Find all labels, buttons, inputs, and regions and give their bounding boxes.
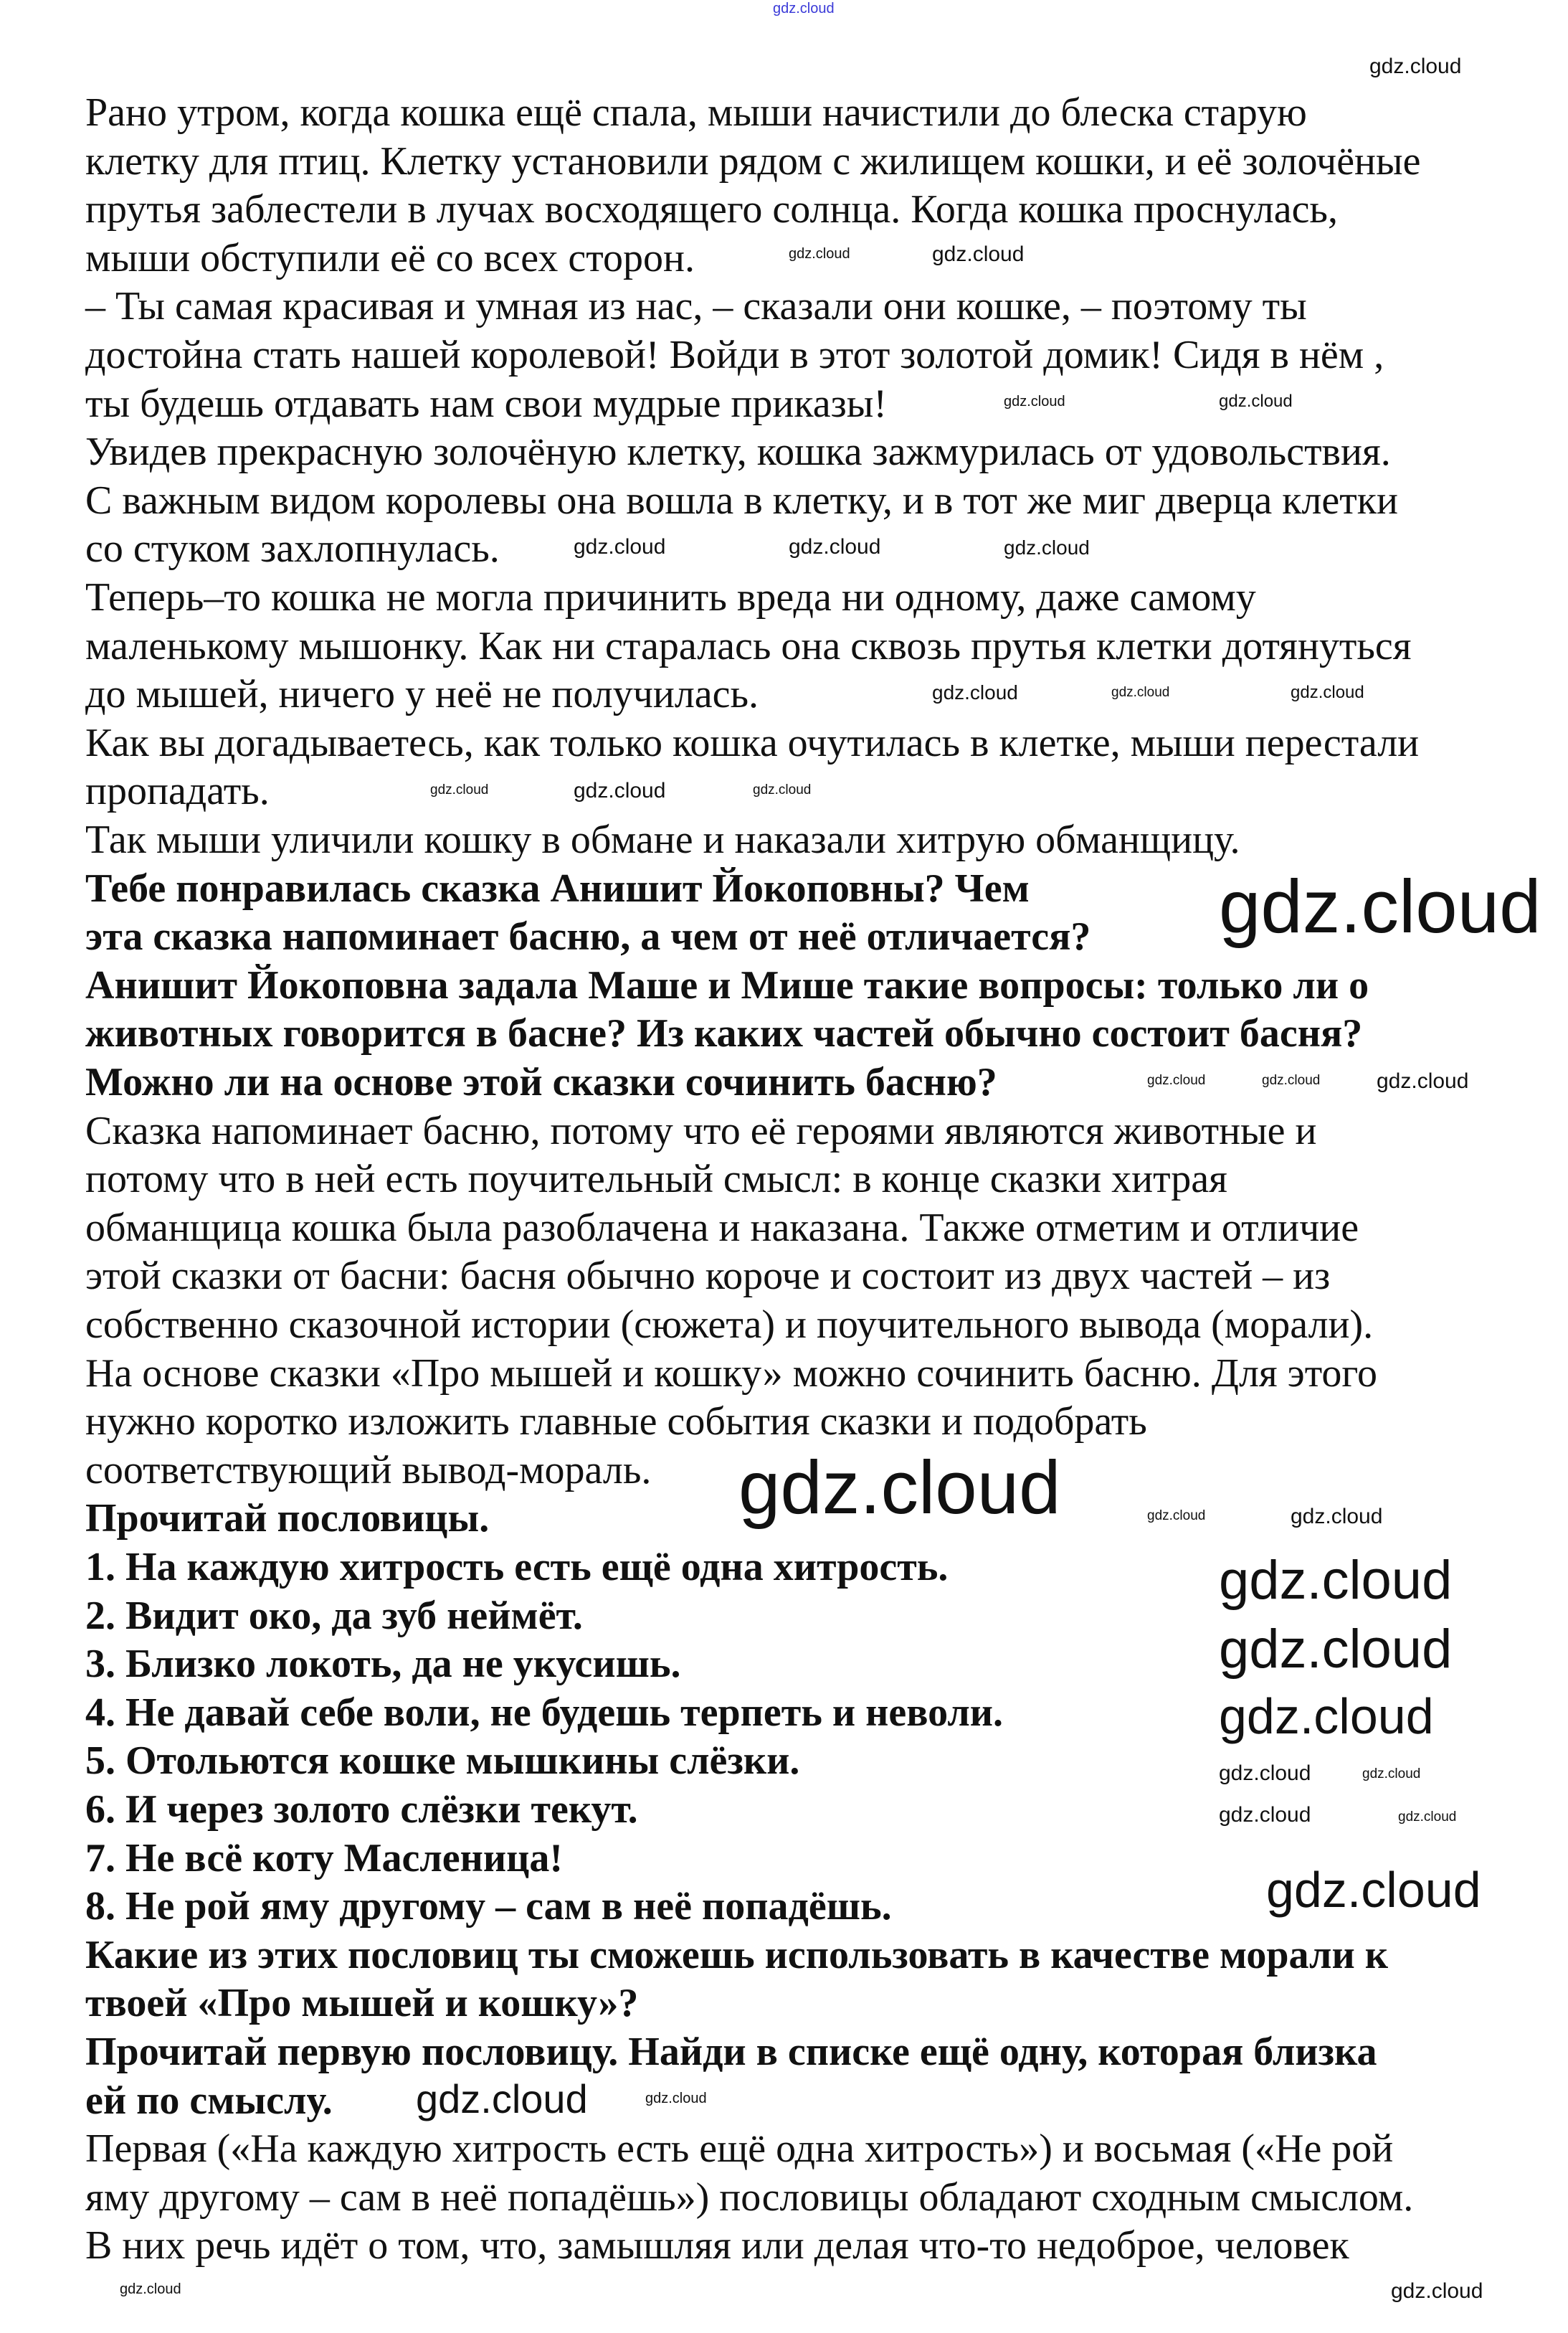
- question-line: ей по смыслу.: [85, 2078, 333, 2123]
- watermark: gdz.cloud: [1111, 685, 1170, 700]
- watermark: gdz.cloud: [574, 535, 666, 559]
- text-line: со стуком захлопнулась.: [85, 526, 500, 572]
- text-line: ты будешь отдавать нам свои мудрые приказы!: [85, 381, 887, 426]
- text-line: собственно сказочной истории (сюжета) и поучительного вывода (морали).: [85, 1302, 1374, 1347]
- text-line: прутья заблестели в лучах восходящего солнца. Когда кошка проснулась,: [85, 187, 1338, 232]
- text-line: нужно коротко изложить главные события сказки и подобрать: [85, 1399, 1147, 1444]
- watermark: gdz.cloud: [1147, 1073, 1206, 1088]
- watermark: gdz.cloud: [120, 2281, 181, 2297]
- question-line: Анишит Йокоповна задала Маше и Мише такие вопросы: только ли о: [85, 962, 1369, 1008]
- watermark: gdz.cloud: [738, 1446, 1061, 1530]
- watermark: gdz.cloud: [430, 782, 489, 798]
- text-line: В них речь идёт о том, что, замышляя или делая что-то недоброе, человек: [85, 2223, 1349, 2268]
- watermark: gdz.cloud: [789, 246, 850, 262]
- question-line: 8. Не рой яму другому – сам в неё попадёшь.: [85, 1884, 892, 1929]
- watermark: gdz.cloud: [1377, 1069, 1469, 1093]
- text-line: пропадать.: [85, 769, 270, 814]
- watermark: gdz.cloud: [1266, 1862, 1481, 1918]
- text-line: С важным видом королевы она вошла в клетку, и в тот же миг дверца клетки: [85, 478, 1398, 523]
- text-line: Рано утром, когда кошка ещё спала, мыши начистили до блеска старую: [85, 90, 1307, 135]
- text-line: маленькому мышонку. Как ни старалась она сквозь прутья клетки дотянуться: [85, 623, 1412, 668]
- question-line: эта сказка напоминает басню, а чем от неё отличается?: [85, 914, 1091, 960]
- text-line: Первая («На каждую хитрость есть ещё одна хитрость») и восьмая («Не рой: [85, 2126, 1394, 2172]
- question-line: 7. Не всё коту Масленица!: [85, 1835, 564, 1880]
- watermark: gdz.cloud: [1398, 1809, 1457, 1825]
- text-line: мыши обступили её со всех сторон.: [85, 235, 695, 280]
- text-line: Увидев прекрасную золочёную клетку, кошка зажмурилась от удовольствия.: [85, 430, 1391, 475]
- question-line: Прочитай первую пословицу. Найди в списке ещё одну, которая близка: [85, 2030, 1377, 2074]
- watermark: gdz.cloud: [1369, 55, 1462, 78]
- watermark: gdz.cloud: [1219, 1550, 1453, 1611]
- watermark: gdz.cloud: [932, 681, 1018, 704]
- question-line: 4. Не давай себе воли, не будешь терпеть и неволи.: [85, 1690, 1004, 1735]
- watermark: gdz.cloud: [1291, 1505, 1383, 1528]
- watermark: gdz.cloud: [1147, 1508, 1206, 1523]
- watermark: gdz.cloud: [773, 1, 835, 16]
- watermark: gdz.cloud: [1219, 392, 1293, 411]
- watermark: gdz.cloud: [1219, 1619, 1453, 1680]
- question-line: Прочитай пословицы.: [85, 1496, 490, 1541]
- watermark: gdz.cloud: [753, 782, 812, 798]
- question-line: животных говорится в басне? Из каких частей обычно состоит басня?: [85, 1011, 1363, 1056]
- question-line: твоей «Про мышей и кошку»?: [85, 1981, 639, 2026]
- text-line: до мышей, ничего у неё не получилась.: [85, 672, 759, 717]
- watermark: gdz.cloud: [645, 2091, 707, 2106]
- text-line: потому что в ней есть поучительный смысл: в конце сказки хитрая: [85, 1157, 1227, 1202]
- watermark: gdz.cloud: [574, 779, 666, 803]
- text-line: Так мыши уличили кошку в обмане и наказали хитрую обманщицу.: [85, 818, 1240, 862]
- watermark: gdz.cloud: [932, 242, 1025, 266]
- text-line: Как вы догадываетесь, как только кошка очутилась в клетке, мыши перестали: [85, 720, 1420, 765]
- watermark: gdz.cloud: [1219, 865, 1541, 949]
- watermark: gdz.cloud: [1004, 536, 1090, 559]
- text-line: яму другому – сам в неё попадёшь») пословицы обладают сходным смыслом.: [85, 2175, 1414, 2220]
- question-line: 6. И через золото слёзки текут.: [85, 1787, 638, 1832]
- question-line: 3. Близко локоть, да не укусишь.: [85, 1642, 681, 1687]
- text-line: соответствующий вывод-мораль.: [85, 1447, 652, 1492]
- watermark: gdz.cloud: [1219, 1688, 1434, 1744]
- question-line: Какие из этих пословиц ты сможешь использовать в качестве морали к: [85, 1932, 1388, 1977]
- text-line: обманщица кошка была разоблачена и наказана. Также отметим и отличие: [85, 1205, 1359, 1250]
- watermark: gdz.cloud: [789, 535, 881, 559]
- watermark: gdz.cloud: [416, 2076, 588, 2121]
- question-line: Можно ли на основе этой сказки сочинить басню?: [85, 1060, 997, 1104]
- text-line: На основе сказки «Про мышей и кошку» можно сочинить басню. Для этого: [85, 1350, 1378, 1396]
- text-line: достойна стать нашей королевой! Войди в этот золотой домик! Сидя в нём ,: [85, 333, 1384, 377]
- watermark: gdz.cloud: [1219, 1803, 1311, 1827]
- watermark: gdz.cloud: [1004, 394, 1065, 410]
- watermark: gdz.cloud: [1219, 1761, 1311, 1785]
- text-line: клетку для птиц. Клетку установили рядом с жилищем кошки, и её золочёные: [85, 138, 1421, 184]
- question-line: 5. Отольются кошке мышкины слёзки.: [85, 1738, 800, 1784]
- watermark: gdz.cloud: [1291, 683, 1364, 702]
- question-line: 2. Видит око, да зуб неймёт.: [85, 1593, 583, 1638]
- text-line: Сказка напоминает басню, потому что её героями являются животные и: [85, 1108, 1317, 1153]
- text-line: – Ты самая красивая и умная из нас, – сказали они кошке, – поэтому ты: [85, 284, 1307, 329]
- watermark: gdz.cloud: [1362, 1766, 1421, 1781]
- text-line: этой сказки от басни: басня обычно короче и состоит из двух частей – из: [85, 1254, 1331, 1299]
- question-line: 1. На каждую хитрость есть ещё одна хитрость.: [85, 1545, 949, 1589]
- watermark: gdz.cloud: [1262, 1073, 1321, 1088]
- question-line: Тебе понравилась сказка Анишит Йокоповны? Чем: [85, 866, 1030, 911]
- watermark: gdz.cloud: [1391, 2279, 1483, 2303]
- text-line: Теперь–то кошка не могла причинить вреда ни одному, даже самому: [85, 575, 1256, 620]
